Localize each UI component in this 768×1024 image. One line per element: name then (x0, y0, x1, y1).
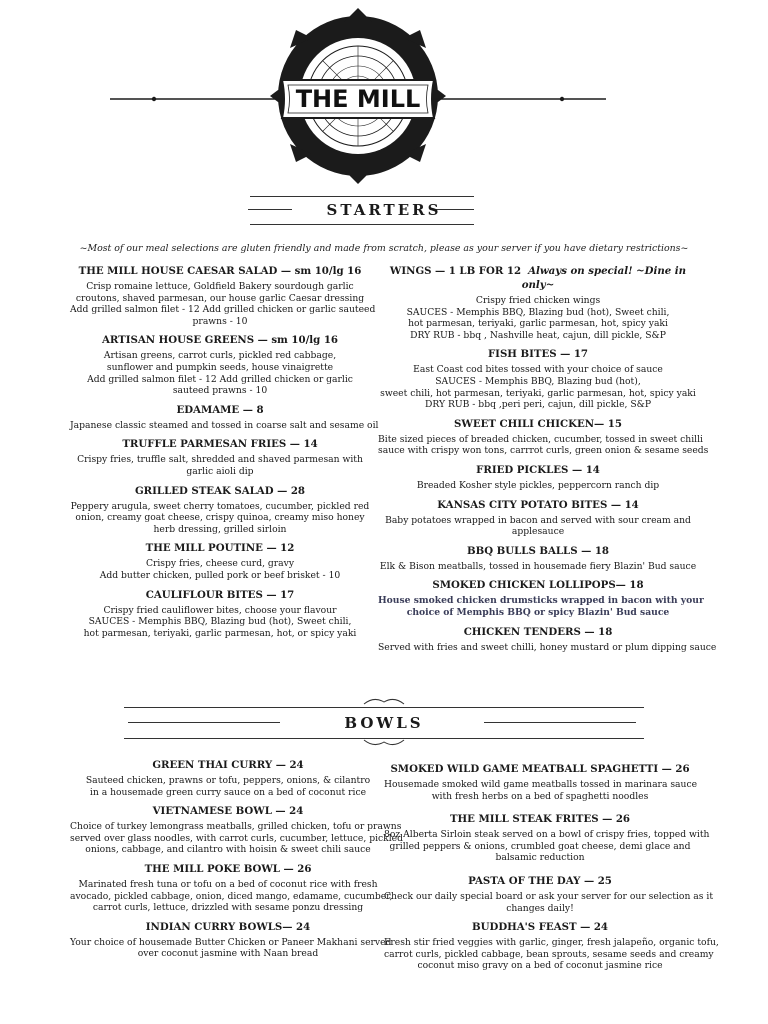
item-title: PASTA OF THE DAY — 25 (468, 874, 612, 887)
menu-item (70, 333, 370, 396)
item-title: ARTISAN HOUSE GREENS — sm 10/lg 16 (101, 334, 339, 347)
bowls-right-column (384, 762, 719, 978)
menu-item (384, 762, 696, 802)
item-title: SWEET CHILI CHICKEN— 15 (454, 417, 622, 430)
bowls-rule-top (124, 707, 644, 708)
menu-item (70, 920, 392, 960)
starters-title: STARTERS (326, 201, 442, 219)
item-title: FISH BITES — 17 (487, 348, 589, 361)
item-description: Choice of turkey lemongrass meatballs, grilled chicken, tofu or prawns served over glass noodles, with carrot curls, cucumber, lettuce, pickled onions, cabbage, and cilantro with hoisin & sweet chili sauce (70, 821, 403, 856)
item-description: Bite sized pieces of breaded chicken, cucumber, tossed in sweet chilli sauce with crispy won tons, carrrot curls, green onion & sesame seeds (378, 433, 709, 457)
menu-item (70, 541, 370, 581)
bowls-title: BOWLS (344, 714, 424, 732)
menu-item (70, 264, 376, 327)
item-title: THE MILL POUTINE — 12 (145, 542, 295, 555)
menu-item-wings (378, 264, 698, 341)
menu-item (70, 437, 370, 477)
menu-item (70, 804, 403, 856)
item-description: Artisan greens, carrot curls, pickled red cabbage, sunflower and pumpkin seeds, house vinaigrette Add grilled salmon filet - 12 Add grilled chicken or garlic sauteed prawns - 10 (87, 350, 353, 397)
item-description: Crisp romaine lettuce, Goldfield Bakery sourdough garlic croutons, shaved parmesan, our house garlic Caesar dressing Add grilled salmon filet - 12 Add grilled chicken or garlic sauteed prawns - 10 (70, 281, 376, 327)
item-description: Baby potatoes wrapped in bacon and served with sour cream and applesauce (385, 514, 691, 538)
item-description: 8oz Alberta Sirloin steak served on a bowl of crispy fries, topped with grilled peppers & onions, crumbled goat cheese, demi glace and balsamic reduction (384, 829, 710, 864)
bowls-left-column (70, 758, 403, 966)
item-title: CAULIFLOUR BITES — 17 (145, 588, 295, 601)
item-description: Served with fries and sweet chilli, honey mustard or plum dipping sauce (378, 641, 717, 653)
item-title: SMOKED WILD GAME MEATBALL SPAGHETTI — 26 (390, 763, 690, 775)
menu-item (378, 544, 698, 573)
item-description: Check our daily special board or ask your server for our selection as it changes daily! (384, 890, 714, 914)
item-description: Crispy fried chicken wings SAUCES - Memphis BBQ, Blazing bud (hot), Sweet chili, hot parmesan, teriyaki, garlic parmesan, hot, spicy yaki DRY RUB - bbq , Nashville heat, cajun, dill pickle, S&P (406, 295, 670, 341)
item-description: Fresh stir fried veggies with garlic, ginger, fresh jalapeño, organic tofu, carrot curls, pickled cabbage, bean sprouts, sesame seeds and creamy coconut miso gravy on a bed of coconut jasmine rice (384, 937, 719, 972)
item-title: SMOKED CHICKEN LOLLIPOPS— 18 (432, 579, 644, 592)
menu-item (384, 874, 714, 914)
item-description: Breaded Kosher style pickles, peppercorn ranch dip (416, 479, 660, 491)
item-title: VIETNAMESE BOWL — 24 (152, 805, 304, 818)
item-title: WINGS — 1 LB FOR 12 Always on special! ~Dine in only~ (389, 265, 687, 291)
item-title: TRUFFLE PARMESAN FRIES — 14 (122, 438, 318, 451)
menu-item (378, 625, 717, 654)
item-description: Crispy fries, truffle salt, shredded and shaved parmesan with garlic aioli dip (77, 454, 363, 477)
wings-special-note: Always on special! ~Dine in only~ (521, 265, 687, 291)
item-title: THE MILL STEAK FRITES — 26 (449, 813, 631, 826)
item-title: GREEN THAI CURRY — 24 (152, 759, 304, 771)
flourish-top-icon (360, 694, 408, 708)
menu-item (70, 758, 386, 798)
item-description: Elk & Bison meatballs, tossed in housemade fiery Blazin' Bud sauce (379, 560, 697, 572)
item-title: THE MILL POKE BOWL — 26 (144, 862, 312, 875)
menu-item (70, 588, 370, 640)
item-title: GRILLED STEAK SALAD — 28 (134, 484, 306, 497)
menu-item (378, 347, 698, 410)
menu-item (384, 812, 710, 864)
item-title: KANSAS CITY POTATO BITES — 14 (437, 498, 639, 511)
item-title: THE MILL HOUSE CAESAR SALAD — sm 10/lg 16 (78, 265, 362, 277)
item-description: Sauteed chicken, prawns or tofu, peppers, onions, & cilantro in a housemade green curry sauce on a bed of coconut rice (85, 775, 371, 798)
menu-item (378, 498, 698, 538)
item-title: INDIAN CURRY BOWLS— 24 (145, 920, 311, 933)
menu-item (378, 578, 704, 618)
item-description: Crispy fries, cheese curd, gravy Add butter chicken, pulled pork or beef brisket - 10 (99, 558, 341, 581)
starters-header (0, 200, 768, 219)
item-description: East Coast cod bites tossed with your choice of sauce SAUCES - Memphis BBQ, Blazing bud (hot), sweet chili, hot parmesan, teriyaki, garlic parmesan, hot, spicy yaki DRY RUB - bbq ,peri peri, cajun, dill pickle, S&P (380, 364, 696, 411)
flourish-bottom-icon (360, 736, 408, 750)
item-description: Crispy fried cauliflower bites, choose your flavour SAUCES - Memphis BBQ, Blazing bud (hot), Sweet chili, hot parmesan, teriyaki, garlic parmesan, hot, or spicy yaki (83, 604, 357, 639)
starters-rule-top (250, 196, 474, 197)
starters-right-column (378, 264, 717, 659)
item-description: Marinated fresh tuna or tofu on a bed of coconut rice with fresh avocado, pickled cabbage, onion, diced mango, edamame, cucumber, carrot curls, lettuce, drizzled with sesame ponzu dressing (70, 878, 393, 914)
item-title: EDAMAME — 8 (176, 403, 264, 416)
item-title: FRIED PICKLES — 14 (476, 463, 600, 476)
item-description: Japanese classic steamed and tossed in coarse salt and sesame oil (70, 419, 379, 431)
dietary-notice: ~Most of our meal selections are gluten friendly and made from scratch, please as your server if you have dietary restrictions~ (79, 243, 689, 254)
starters-left-column (70, 264, 379, 645)
item-description: Your choice of housemade Butter Chicken or Paneer Makhani served over coconut jasmine with Naan bread (70, 936, 392, 960)
menu-item (70, 403, 379, 432)
item-title: BUDDHA'S FEAST — 24 (471, 921, 608, 934)
item-title: BBQ BULLS BALLS — 18 (466, 544, 610, 557)
item-description: House smoked chicken drumsticks wrapped in bacon with your choice of Memphis BBQ or spicy Blazin' Bud sauce (378, 595, 704, 618)
item-description: Housemade smoked wild game meatballs tossed in marinara sauce with fresh herbs on a bed of spaghetti noodles (384, 779, 698, 802)
menu-item (378, 463, 698, 492)
item-title: CHICKEN TENDERS — 18 (463, 625, 613, 638)
menu-item (70, 484, 370, 536)
bowls-header (0, 713, 768, 732)
starters-rule-bottom (250, 224, 474, 225)
item-description: Peppery arugula, sweet cherry tomatoes, cucumber, pickled red onion, creamy goat cheese, crispy quinoa, creamy miso honey herb dressing, grilled sirloin (70, 500, 370, 535)
menu-item (384, 920, 719, 972)
menu-item (70, 862, 393, 914)
menu-item (378, 417, 709, 457)
brand-name: THE MILL (295, 85, 421, 113)
